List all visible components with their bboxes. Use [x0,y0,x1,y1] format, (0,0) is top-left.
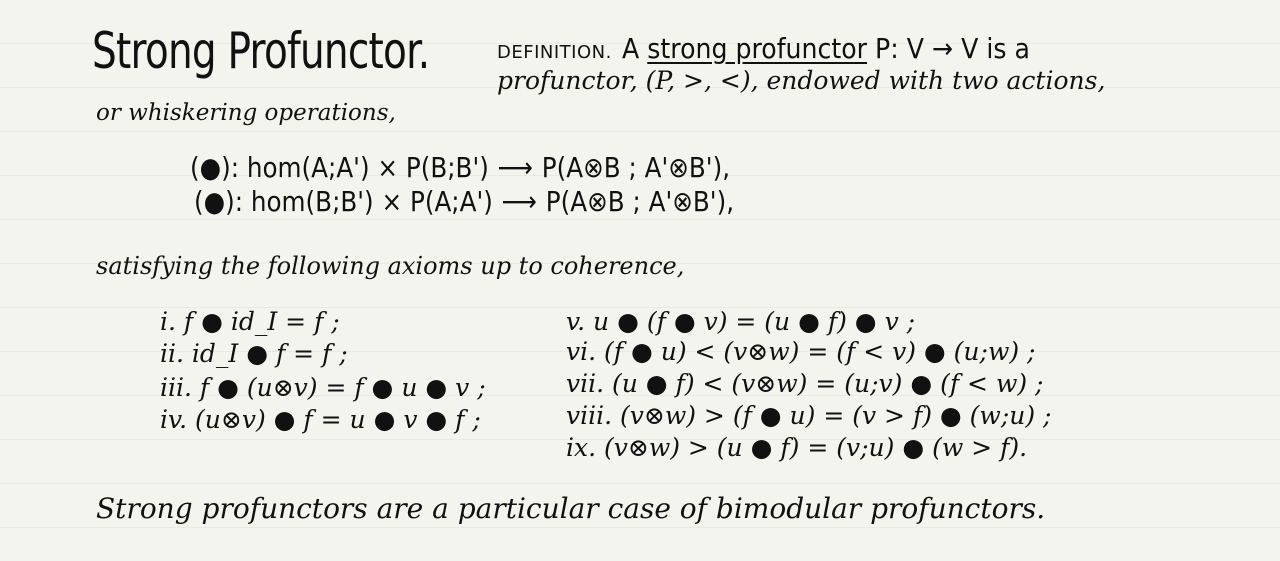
action-right [194,186,734,218]
action-right-rhs: P(A⊗B ; A'⊗B'), [545,185,735,218]
definition-label: DEFINITION. [497,42,612,63]
action-right-arrow-icon: ⟶ [501,185,537,218]
conclusion-text: Strong profunctors are a particular case of bimodular profunctors. [96,492,1046,525]
axiom-vii: vii. (u ● f) < (v⊗w) = (u;v) ● (f < w) ; [566,369,1044,398]
axiom-i: i. f ● id_I = f ; [160,307,340,336]
axiom-iv: iv. (u⊗v) ● f = u ● v ● f ; [160,405,481,434]
axioms-intro: satisfying the following axioms up to coherence, [96,252,685,280]
axiom-ii: ii. id_I ● f = f ; [160,339,348,368]
page-title: Strong Profunctor. [92,22,430,80]
axiom-iii: iii. f ● (u⊗v) = f ● u ● v ; [160,373,486,402]
definition-line-1 [622,32,1030,66]
axiom-ix: ix. (v⊗w) > (u ● f) = (v;u) ● (w > f). [566,433,1028,462]
action-right-lhs: (●): hom(B;B') × P(A;A') [194,185,493,218]
definition-line-2: profunctor, (P, >, <), endowed with two actions, [497,66,1106,95]
page-subtitle: or whiskering operations, [96,100,396,126]
axiom-viii: viii. (v⊗w) > (f ● u) = (v > f) ● (w;u) ; [566,401,1052,430]
action-left-rhs: P(A⊗B ; A'⊗B'), [541,151,731,184]
action-left-lhs: (●): hom(A;A') × P(B;B') [190,151,489,184]
definition-suffix: P: V → V is a [867,32,1030,65]
axiom-v: v. u ● (f ● v) = (u ● f) ● v ; [566,307,916,336]
definition-prefix: A [622,32,648,65]
axiom-vi: vi. (f ● u) < (v⊗w) = (f < v) ● (u;w) ; [566,337,1036,366]
action-left-arrow-icon: ⟶ [497,151,533,184]
action-left [190,152,730,184]
definition-term: strong profunctor [647,32,868,65]
